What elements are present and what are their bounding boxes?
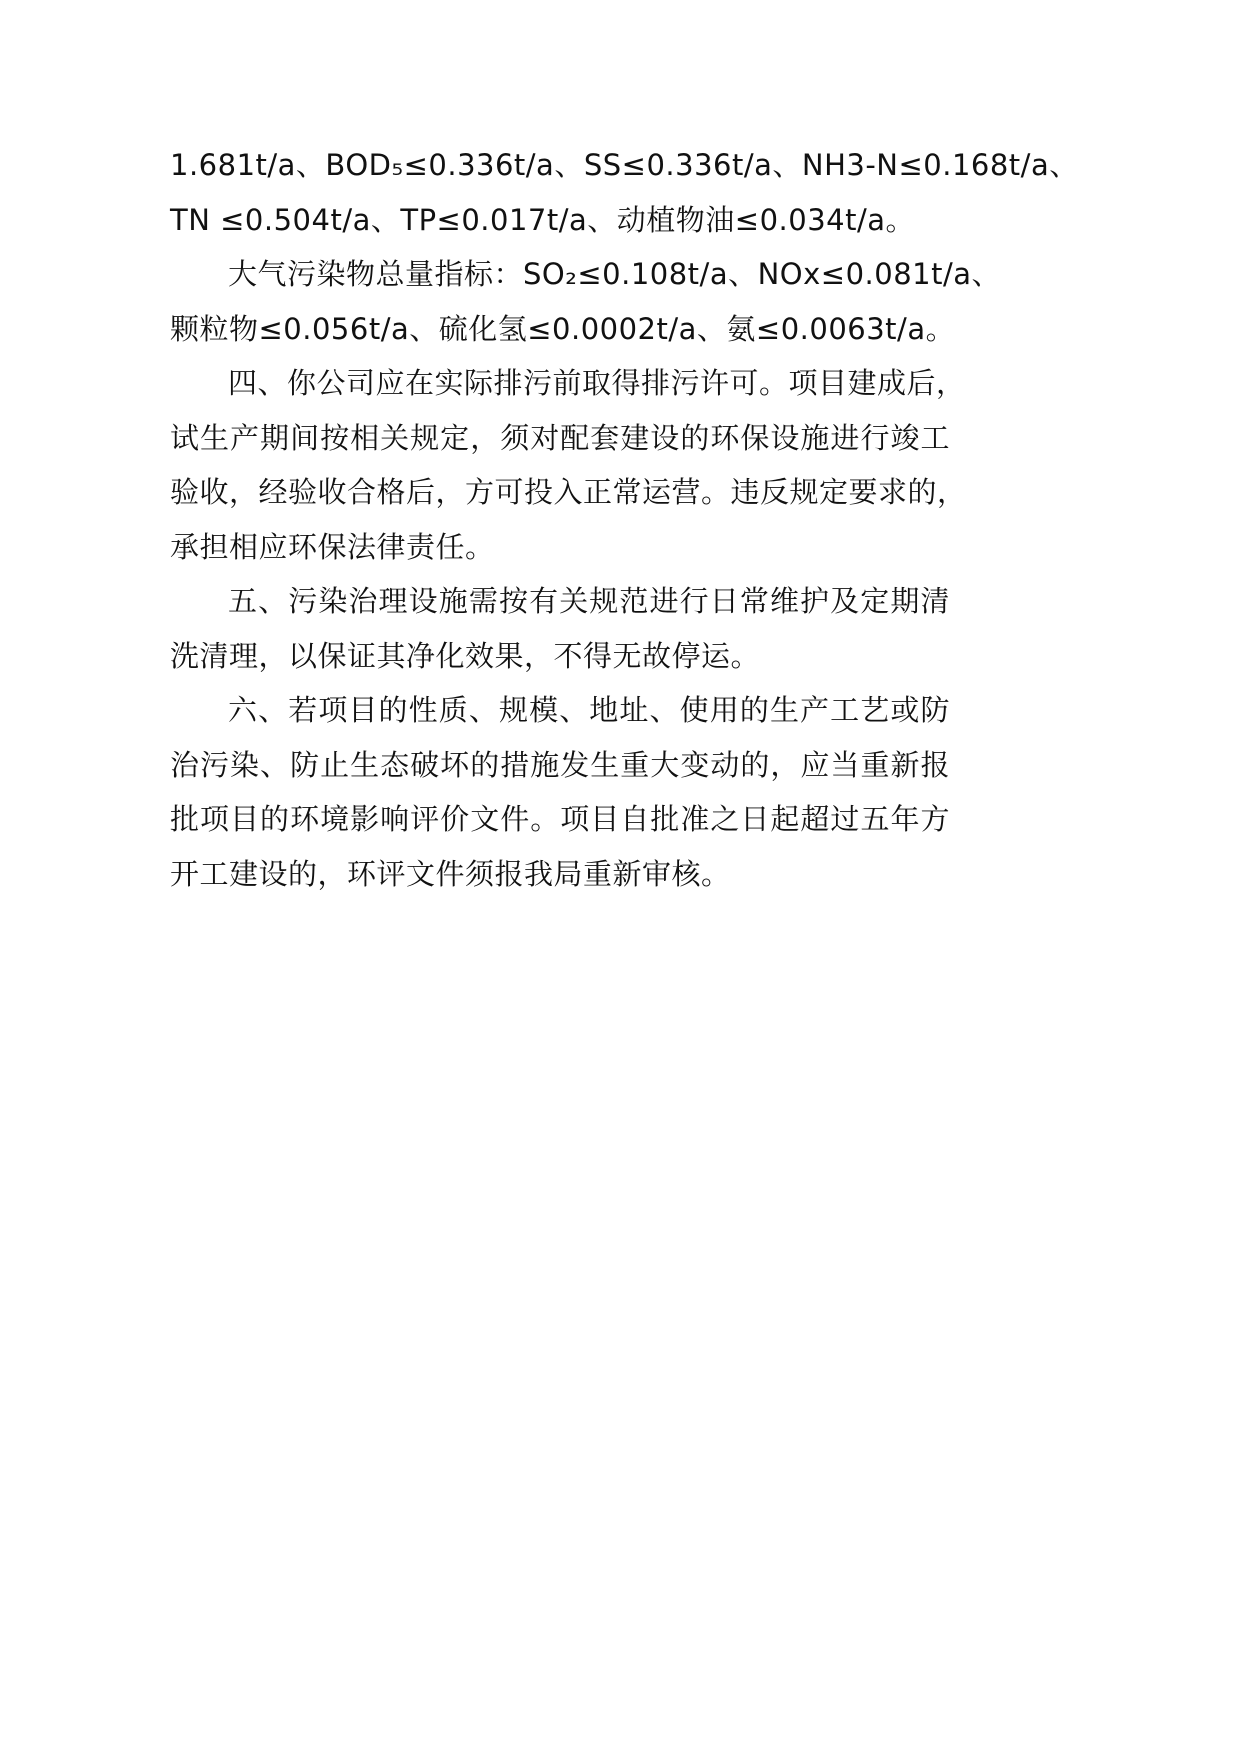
text-line: 治污染、防止生态破坏的措施发生重大变动的，应当重新报 [170,747,950,782]
text-line: 六、若项目的性质、规模、地址、使用的生产工艺或防 [228,693,950,727]
text-line: 验收，经验收合格后，方可投入正常运营。违反规定要求的， [170,475,967,509]
paragraph-item-6 [170,690,950,908]
text-line: 1.681t/a、BOD₅≤0.336t/a、SS≤0.336t/a、NH3-N≤0.168t/a、 [170,148,1079,182]
paragraph-item-4 [170,363,967,581]
text-line: 颗粒物≤0.056t/a、硫化氢≤0.0002t/a、氨≤0.0063t/a。 [170,311,956,346]
text-line: 四、你公司应在实际排污前取得排污许可。项目建成后， [228,366,966,400]
text-line: 洗清理，以保证其净化效果，不得无故停运。 [170,638,761,673]
paragraph-item-5 [170,581,950,690]
text-line: 批项目的环境影响评价文件。项目自批准之日起超过五年方 [170,802,950,836]
text-line: 试生产期间按相关规定，须对配套建设的环保设施进行竣工 [170,420,950,455]
document-page [170,145,1079,908]
text-line: 五、污染治理设施需按有关规范进行日常维护及定期清 [228,584,950,618]
paragraph-air-pollutants [170,254,1002,363]
text-line: TN ≤0.504t/a、TP≤0.017t/a、动植物油≤0.034t/a。 [170,202,916,237]
text-line: 大气污染物总量指标：SO₂≤0.108t/a、NOx≤0.081t/a、 [228,257,1002,291]
text-line: 开工建设的，环评文件须报我局重新审核。 [170,856,731,891]
text-line: 承担相应环保法律责任。 [170,529,495,564]
paragraph-water-pollutants [170,145,1079,254]
